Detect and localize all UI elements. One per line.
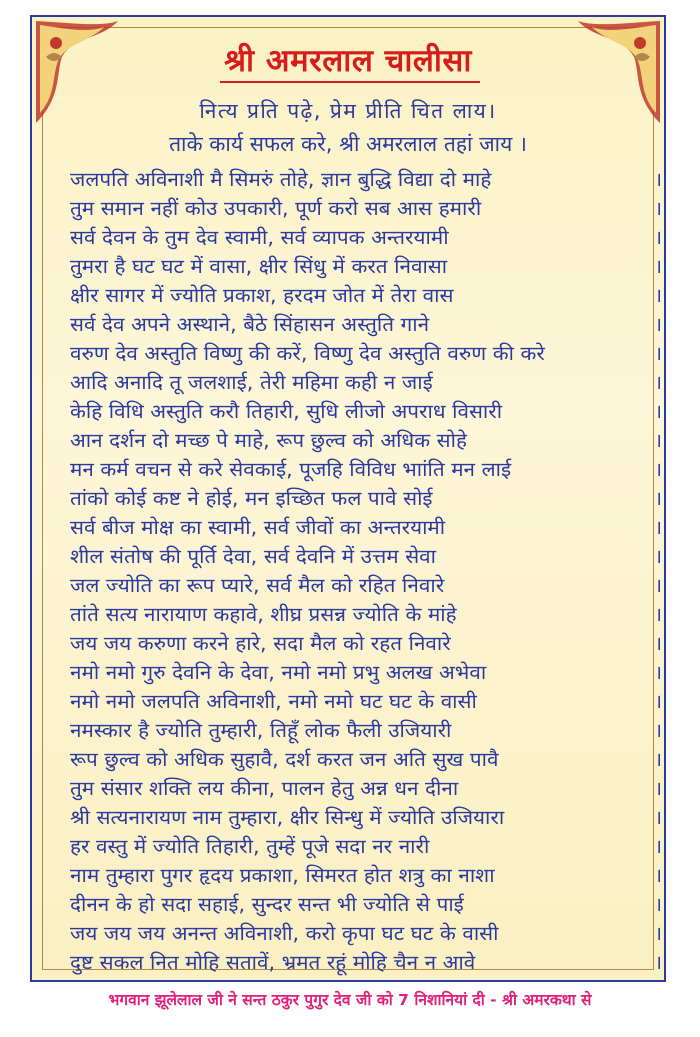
page-title: श्री अमरलाल चालीसा [224, 43, 472, 79]
couplet-line-1: नित्य प्रति पढ़े, प्रेम प्रीति चित लाय। [199, 99, 497, 123]
title-underline [220, 81, 480, 83]
verse-line: शील संतोष की पूर्ति देवा, सर्व देवनि में उत्तम सेवा । [70, 545, 662, 568]
verse-line: दुष्ट सकल नित मोहि सतावें, भ्रमत रहूं मोहि चैन न आवे । [70, 951, 662, 974]
verse-line: नाम तुम्हारा पुगर हृदय प्रकाशा, सिमरत होत शत्रु का नाशा । [70, 864, 662, 887]
verse-line: जय जय करुणा करने हारे, सदा मैल को रहत निवारे । [70, 632, 662, 655]
verse-line: तुम संसार शक्ति लय कीना, पालन हेतु अन्न धन दीना । [70, 777, 662, 800]
verse-line: रूप छुल्व को अधिक सुहावै, दर्श करत जन अति सुख पावै । [70, 748, 662, 771]
couplet-line-2: ताके कार्य सफल करे, श्री अमरलाल तहां जाय । [169, 132, 527, 156]
verse-line: नमो नमो गुरु देवनि के देवा, नमो नमो प्रभु अलख अभेवा । [70, 661, 662, 684]
verse-line: मन कर्म वचन से करे सेवकाई, पूजहि विविध भाांति मन लाई । [70, 458, 662, 481]
verse-line: तुम समान नहीं कोउ उपकारी, पूर्ण करो सब आस हमारी । [70, 197, 662, 220]
verse-line: नमो नमो जलपति अविनाशी, नमो नमो घट घट के वासी । [70, 690, 662, 713]
verse-line: आदि अनादि तू जलशाई, तेरी महिमा कही न जाई । [70, 371, 662, 394]
chalisa-frame [30, 15, 666, 982]
verse-line: जय जय जय अनन्त अविनाशी, करो कृपा घट घट के वासी । [70, 922, 662, 945]
verse-line: वरुण देव अस्तुति विष्णु की करें, विष्णु देव अस्तुति वरुण की करे । [70, 342, 662, 365]
verse-line: दीनन के हो सदा सहाई, सुन्दर सन्त भी ज्योति से पाई । [70, 893, 662, 916]
verse-line: नमस्कार है ज्योति तुम्हारी, तिहूँ लोक फैली उजियारी । [70, 719, 662, 742]
verse-line: आन दर्शन दो मच्छ पे माहे, रूप छुल्व को अधिक सोहे । [70, 429, 662, 452]
verse-line: तुमरा है घट घट में वासा, क्षीर सिंधु में करत निवासा । [70, 255, 662, 278]
verse-line: सर्व बीज मोक्ष का स्वामी, सर्व जीवों का अन्तरयामी । [70, 516, 662, 539]
verse-line: सर्व देवन के तुम देव स्वामी, सर्व व्यापक अन्तरयामी । [70, 226, 662, 249]
verse-line: जलपति अविनाशी मै सिमरुं तोहे, ज्ञान बुद्धि विद्या दो माहे । [70, 168, 662, 191]
verse-line: श्री सत्यनारायण नाम तुम्हारा, क्षीर सिन्धु में ज्योति उजियारा । [70, 806, 662, 829]
verse-list [70, 165, 662, 977]
verse-line: सर्व देव अपने अस्थाने, बैठे सिंहासन अस्तुति गाने । [70, 313, 662, 336]
footer-caption: भगवान झूलेलाल जी ने सन्त ठकुर पुगुर देव जी को 7 निशानियां दी - श्री अमरकथा से [108, 991, 592, 1009]
verse-line: क्षीर सागर में ज्योति प्रकाश, हरदम जोत में तेरा वास । [70, 284, 662, 307]
verse-line: केहि विधि अस्तुति करौ तिहारी, सुधि लीजो अपराध विसारी । [70, 400, 662, 423]
verse-line: तांते सत्य नारायाण कहावे, शीघ्र प्रसन्न ज्योति के मांहे । [70, 603, 662, 626]
verse-line: तांको कोई कष्ट ने होई, मन इच्छित फल पावे सोई । [70, 487, 662, 510]
verse-line: हर वस्तु में ज्योति तिहारी, तुम्हें पूजे सदा नर नारी । [70, 835, 662, 858]
verse-line: जल ज्योति का रूप प्यारे, सर्व मैल को रहित निवारे । [70, 574, 662, 597]
